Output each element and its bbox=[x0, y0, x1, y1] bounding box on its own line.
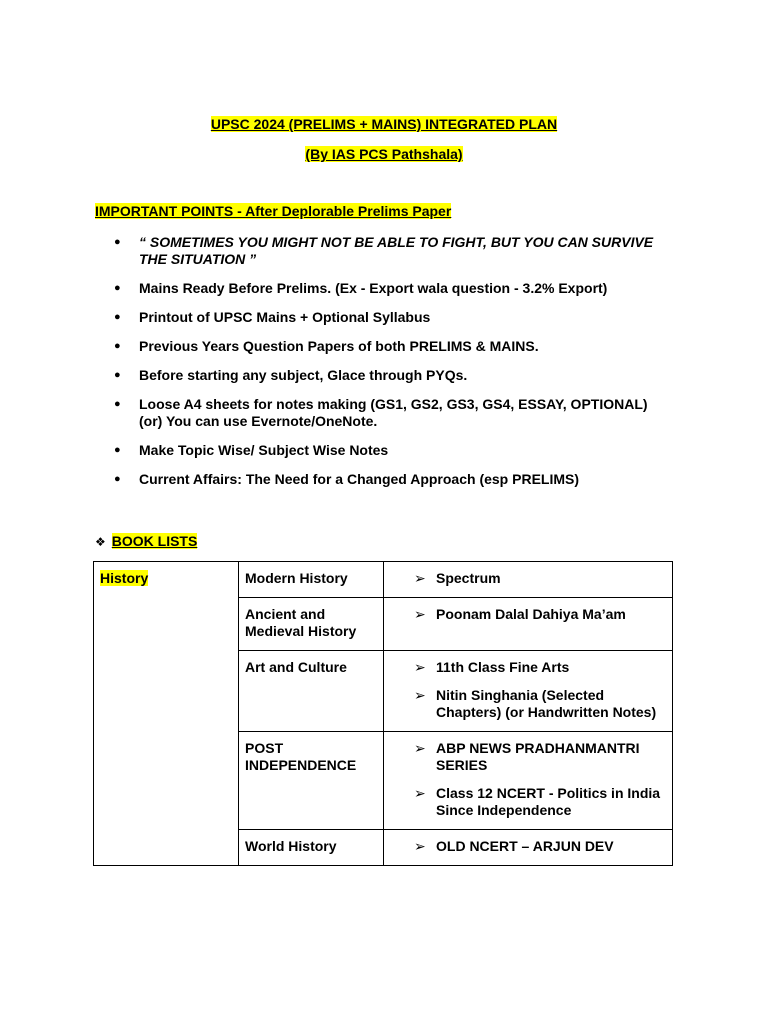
list-item bbox=[110, 234, 670, 268]
list-item-text: Before starting any subject, Glace through PYQs. bbox=[139, 367, 468, 383]
books-cell bbox=[384, 651, 673, 732]
book-item bbox=[414, 838, 666, 855]
bullet-icon: ● bbox=[114, 340, 121, 352]
bullet-icon: ● bbox=[114, 473, 121, 485]
book-item bbox=[414, 740, 666, 774]
document-title bbox=[0, 116, 768, 133]
important-points-list bbox=[110, 234, 670, 500]
bullet-icon: ● bbox=[114, 236, 121, 248]
list-item-text: Previous Years Question Papers of both PRELIMS & MAINS. bbox=[139, 338, 539, 354]
book-title: Poonam Dalal Dahiya Ma’am bbox=[436, 606, 626, 622]
book-list-table bbox=[93, 561, 673, 866]
arrow-bullet-icon: ➢ bbox=[414, 606, 426, 622]
arrow-bullet-icon: ➢ bbox=[414, 687, 426, 703]
arrow-bullet-icon: ➢ bbox=[414, 659, 426, 675]
list-item-text: Loose A4 sheets for notes making (GS1, GS2, GS3, GS4, ESSAY, OPTIONAL) (or) You can use Evernote/OneNote. bbox=[139, 396, 648, 429]
books-cell bbox=[384, 732, 673, 830]
list-item-text: Mains Ready Before Prelims. (Ex - Export wala question - 3.2% Export) bbox=[139, 280, 608, 296]
book-item bbox=[414, 570, 666, 587]
bullet-icon: ● bbox=[114, 398, 121, 410]
list-item bbox=[110, 367, 670, 384]
important-points-heading bbox=[95, 203, 451, 220]
bullet-icon: ● bbox=[114, 282, 121, 294]
list-item bbox=[110, 396, 670, 430]
book-item bbox=[414, 785, 666, 819]
book-title: 11th Class Fine Arts bbox=[436, 659, 570, 675]
list-item bbox=[110, 280, 670, 297]
book-title: Class 12 NCERT - Politics in India Since Independence bbox=[436, 785, 661, 818]
books-cell bbox=[384, 598, 673, 651]
document-title-text: UPSC 2024 (PRELIMS + MAINS) INTEGRATED PLAN bbox=[210, 116, 558, 132]
books-cell bbox=[384, 830, 673, 866]
table-row bbox=[94, 562, 673, 598]
list-item-text: “ SOMETIMES YOU MIGHT NOT BE ABLE TO FIGHT, BUT YOU CAN SURVIVE THE SITUATION ” bbox=[139, 234, 654, 267]
list-item bbox=[110, 338, 670, 355]
topic-cell: Modern History bbox=[239, 562, 384, 598]
list-item-text: Current Affairs: The Need for a Changed Approach (esp PRELIMS) bbox=[139, 471, 580, 487]
list-item-text: Printout of UPSC Mains + Optional Syllabus bbox=[139, 309, 431, 325]
book-item bbox=[414, 606, 666, 623]
book-item bbox=[414, 687, 666, 721]
book-title: Nitin Singhania (Selected Chapters) (or Handwritten Notes) bbox=[436, 687, 657, 720]
bullet-icon: ● bbox=[114, 369, 121, 381]
topic-cell: World History bbox=[239, 830, 384, 866]
arrow-bullet-icon: ➢ bbox=[414, 740, 426, 756]
book-title: ABP NEWS PRADHANMANTRI SERIES bbox=[436, 740, 640, 773]
bullet-icon: ● bbox=[114, 311, 121, 323]
arrow-bullet-icon: ➢ bbox=[414, 785, 426, 801]
topic-cell: Ancient and Medieval History bbox=[239, 598, 384, 651]
book-lists-heading bbox=[95, 533, 197, 551]
arrow-bullet-icon: ➢ bbox=[414, 838, 426, 854]
list-item bbox=[110, 442, 670, 459]
book-item bbox=[414, 659, 666, 676]
list-item-text: Make Topic Wise/ Subject Wise Notes bbox=[139, 442, 389, 458]
diamond-bullet-icon: ❖ bbox=[95, 535, 106, 549]
book-title: OLD NCERT – ARJUN DEV bbox=[436, 838, 614, 854]
document-subtitle-text: (By IAS PCS Pathshala) bbox=[305, 146, 463, 162]
topic-cell: POST INDEPENDENCE bbox=[239, 732, 384, 830]
list-item bbox=[110, 309, 670, 326]
subject-cell bbox=[94, 562, 239, 866]
book-lists-heading-text: BOOK LISTS bbox=[111, 533, 198, 549]
bullet-icon: ● bbox=[114, 444, 121, 456]
books-cell bbox=[384, 562, 673, 598]
list-item bbox=[110, 471, 670, 488]
subject-label: History bbox=[100, 570, 149, 586]
arrow-bullet-icon: ➢ bbox=[414, 570, 426, 586]
document-subtitle bbox=[0, 146, 768, 163]
topic-cell: Art and Culture bbox=[239, 651, 384, 732]
important-points-heading-text: IMPORTANT POINTS - After Deplorable Prelims Paper bbox=[95, 203, 452, 219]
book-title: Spectrum bbox=[436, 570, 501, 586]
